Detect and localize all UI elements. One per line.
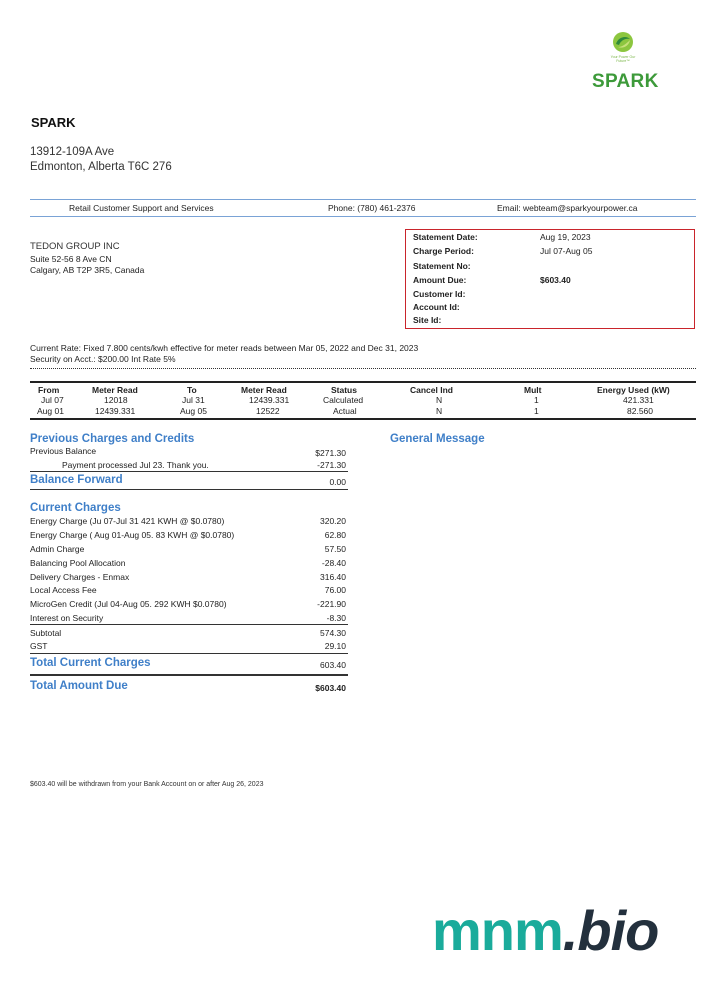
statement-date-label: Statement Date: [413, 232, 478, 242]
meter-cell: 1 [534, 395, 539, 405]
charge-row-value: 320.20 [320, 516, 346, 526]
spark-logo-icon [612, 31, 634, 53]
security-deposit-text: Security on Acct.: $200.00 Int Rate 5% [30, 354, 176, 364]
current-rate-text: Current Rate: Fixed 7.800 cents/kwh effective for meter reads between Mar 05, 2022 and Dec 31, 2023 [30, 343, 419, 353]
meter-cell: 12522 [256, 406, 280, 416]
meter-header-to: To [187, 385, 197, 395]
payment-label: Payment processed Jul 23. Thank you. [62, 460, 209, 470]
previous-charges-heading: Previous Charges and Credits [30, 433, 195, 445]
charge-row-value: -8.30 [326, 613, 346, 623]
meter-cell: 82.560 [627, 406, 653, 416]
charge-period-value: Jul 07-Aug 05 [540, 246, 593, 256]
charge-period-label: Charge Period: [413, 246, 474, 256]
subtotal-label: Subtotal [30, 628, 62, 638]
meter-header-mult: Mult [524, 385, 542, 395]
charge-row-value: 57.50 [324, 544, 346, 554]
statement-date-value: Aug 19, 2023 [540, 232, 591, 242]
contact-bar-bottom-rule [30, 216, 696, 217]
meter-table-bottom-rule [30, 418, 696, 420]
customer-address-line1: Suite 52-56 8 Ave CN [30, 254, 112, 264]
support-label: Retail Customer Support and Services [69, 203, 214, 213]
gst-label: GST [30, 641, 48, 651]
customer-name: TEDON GROUP INC [30, 241, 120, 252]
charge-row-value: -221.90 [317, 599, 346, 609]
total-current-charges-label: Total Current Charges [30, 657, 151, 669]
charge-row-value: 62.80 [324, 530, 346, 540]
meter-cell: Calculated [323, 395, 364, 405]
charge-row-label: MicroGen Credit (Jul 04-Aug 05. 292 KWH $0.0780) [30, 599, 227, 609]
amount-due-label: Amount Due: [413, 275, 467, 285]
balance-forward-value: 0.00 [329, 477, 346, 487]
total-amount-due-label: Total Amount Due [30, 680, 128, 692]
total-current-charges-value: 603.40 [320, 660, 346, 670]
company-address-line1: 13912-109A Ave [30, 146, 115, 158]
charge-row-value: 76.00 [324, 585, 346, 595]
watermark-part2: .bio [562, 899, 659, 962]
previous-charges-rule [30, 471, 348, 472]
logo-wordmark: SPARK [592, 71, 659, 92]
total-amount-due-value: $603.40 [315, 683, 346, 693]
charges-rule [30, 624, 348, 625]
account-id-label: Account Id: [413, 302, 460, 312]
meter-cell: 12439.331 [249, 395, 290, 405]
meter-cell: N [436, 406, 443, 416]
watermark-part1: mnm [432, 899, 563, 962]
meter-header-energy-used: Energy Used (kW) [597, 385, 670, 395]
meter-cell: Aug 05 [180, 406, 207, 416]
charge-row-label: Energy Charge ( Aug 01-Aug 05. 83 KWH @ $0.0780) [30, 530, 235, 540]
contact-bar-top-rule [30, 199, 696, 200]
meter-cell: 1 [534, 406, 539, 416]
gst-value: 29.10 [324, 641, 346, 651]
support-email[interactable]: Email: webteam@sparkyourpower.ca [497, 203, 638, 213]
previous-balance-label: Previous Balance [30, 446, 97, 456]
charge-row-label: Interest on Security [30, 613, 104, 623]
meter-cell: Jul 31 [182, 395, 205, 405]
meter-cell: N [436, 395, 443, 405]
meter-header-meter-read-start: Meter Read [92, 385, 138, 395]
company-name: SPARK [31, 115, 76, 130]
charge-row-label: Energy Charge (Ju 07-Jul 31 421 KWH @ $0.0780) [30, 516, 225, 526]
meter-cell: 12018 [104, 395, 128, 405]
charge-row-label: Admin Charge [30, 544, 85, 554]
withdrawal-note: $603.40 will be withdrawn from your Bank Account on or after Aug 26, 2023 [30, 781, 264, 788]
meter-cell: Actual [333, 406, 357, 416]
meter-header-from: From [38, 385, 60, 395]
statement-no-label: Statement No: [413, 261, 471, 271]
charge-row-label: Delivery Charges - Enmax [30, 572, 130, 582]
customer-id-label: Customer Id: [413, 289, 466, 299]
general-message-heading: General Message [390, 433, 485, 445]
dotted-divider [30, 368, 696, 369]
previous-balance-value: $271.30 [315, 448, 346, 458]
current-charges-heading: Current Charges [30, 502, 121, 514]
total-due-rule [30, 674, 348, 676]
charge-row-label: Local Access Fee [30, 585, 97, 595]
watermark [432, 899, 658, 963]
balance-forward-label: Balance Forward [30, 474, 123, 486]
customer-address-line2: Calgary, AB T2P 3R5, Canada [30, 265, 145, 275]
meter-table-top-rule [30, 381, 696, 383]
charge-row-value: 316.40 [320, 572, 346, 582]
meter-header-meter-read-end: Meter Read [241, 385, 287, 395]
company-address-line2: Edmonton, Alberta T6C 276 [30, 161, 172, 173]
meter-cell: Aug 01 [37, 406, 64, 416]
meter-cell: 12439.331 [95, 406, 136, 416]
support-phone: Phone: (780) 461-2376 [328, 203, 416, 213]
charge-row-value: -28.40 [321, 558, 346, 568]
amount-due-value: $603.40 [540, 275, 571, 285]
meter-cell: 421.331 [623, 395, 654, 405]
meter-cell: Jul 07 [41, 395, 64, 405]
meter-header-cancel-ind: Cancel Ind [410, 385, 453, 395]
gst-rule [30, 653, 348, 654]
payment-value: -271.30 [317, 460, 346, 470]
subtotal-value: 574.30 [320, 628, 346, 638]
site-id-label: Site Id: [413, 315, 442, 325]
charge-row-label: Balancing Pool Allocation [30, 558, 126, 568]
meter-header-status: Status [331, 385, 357, 395]
logo-tagline: Your Power Our Future™ [610, 55, 636, 63]
balance-forward-rule [30, 489, 348, 490]
